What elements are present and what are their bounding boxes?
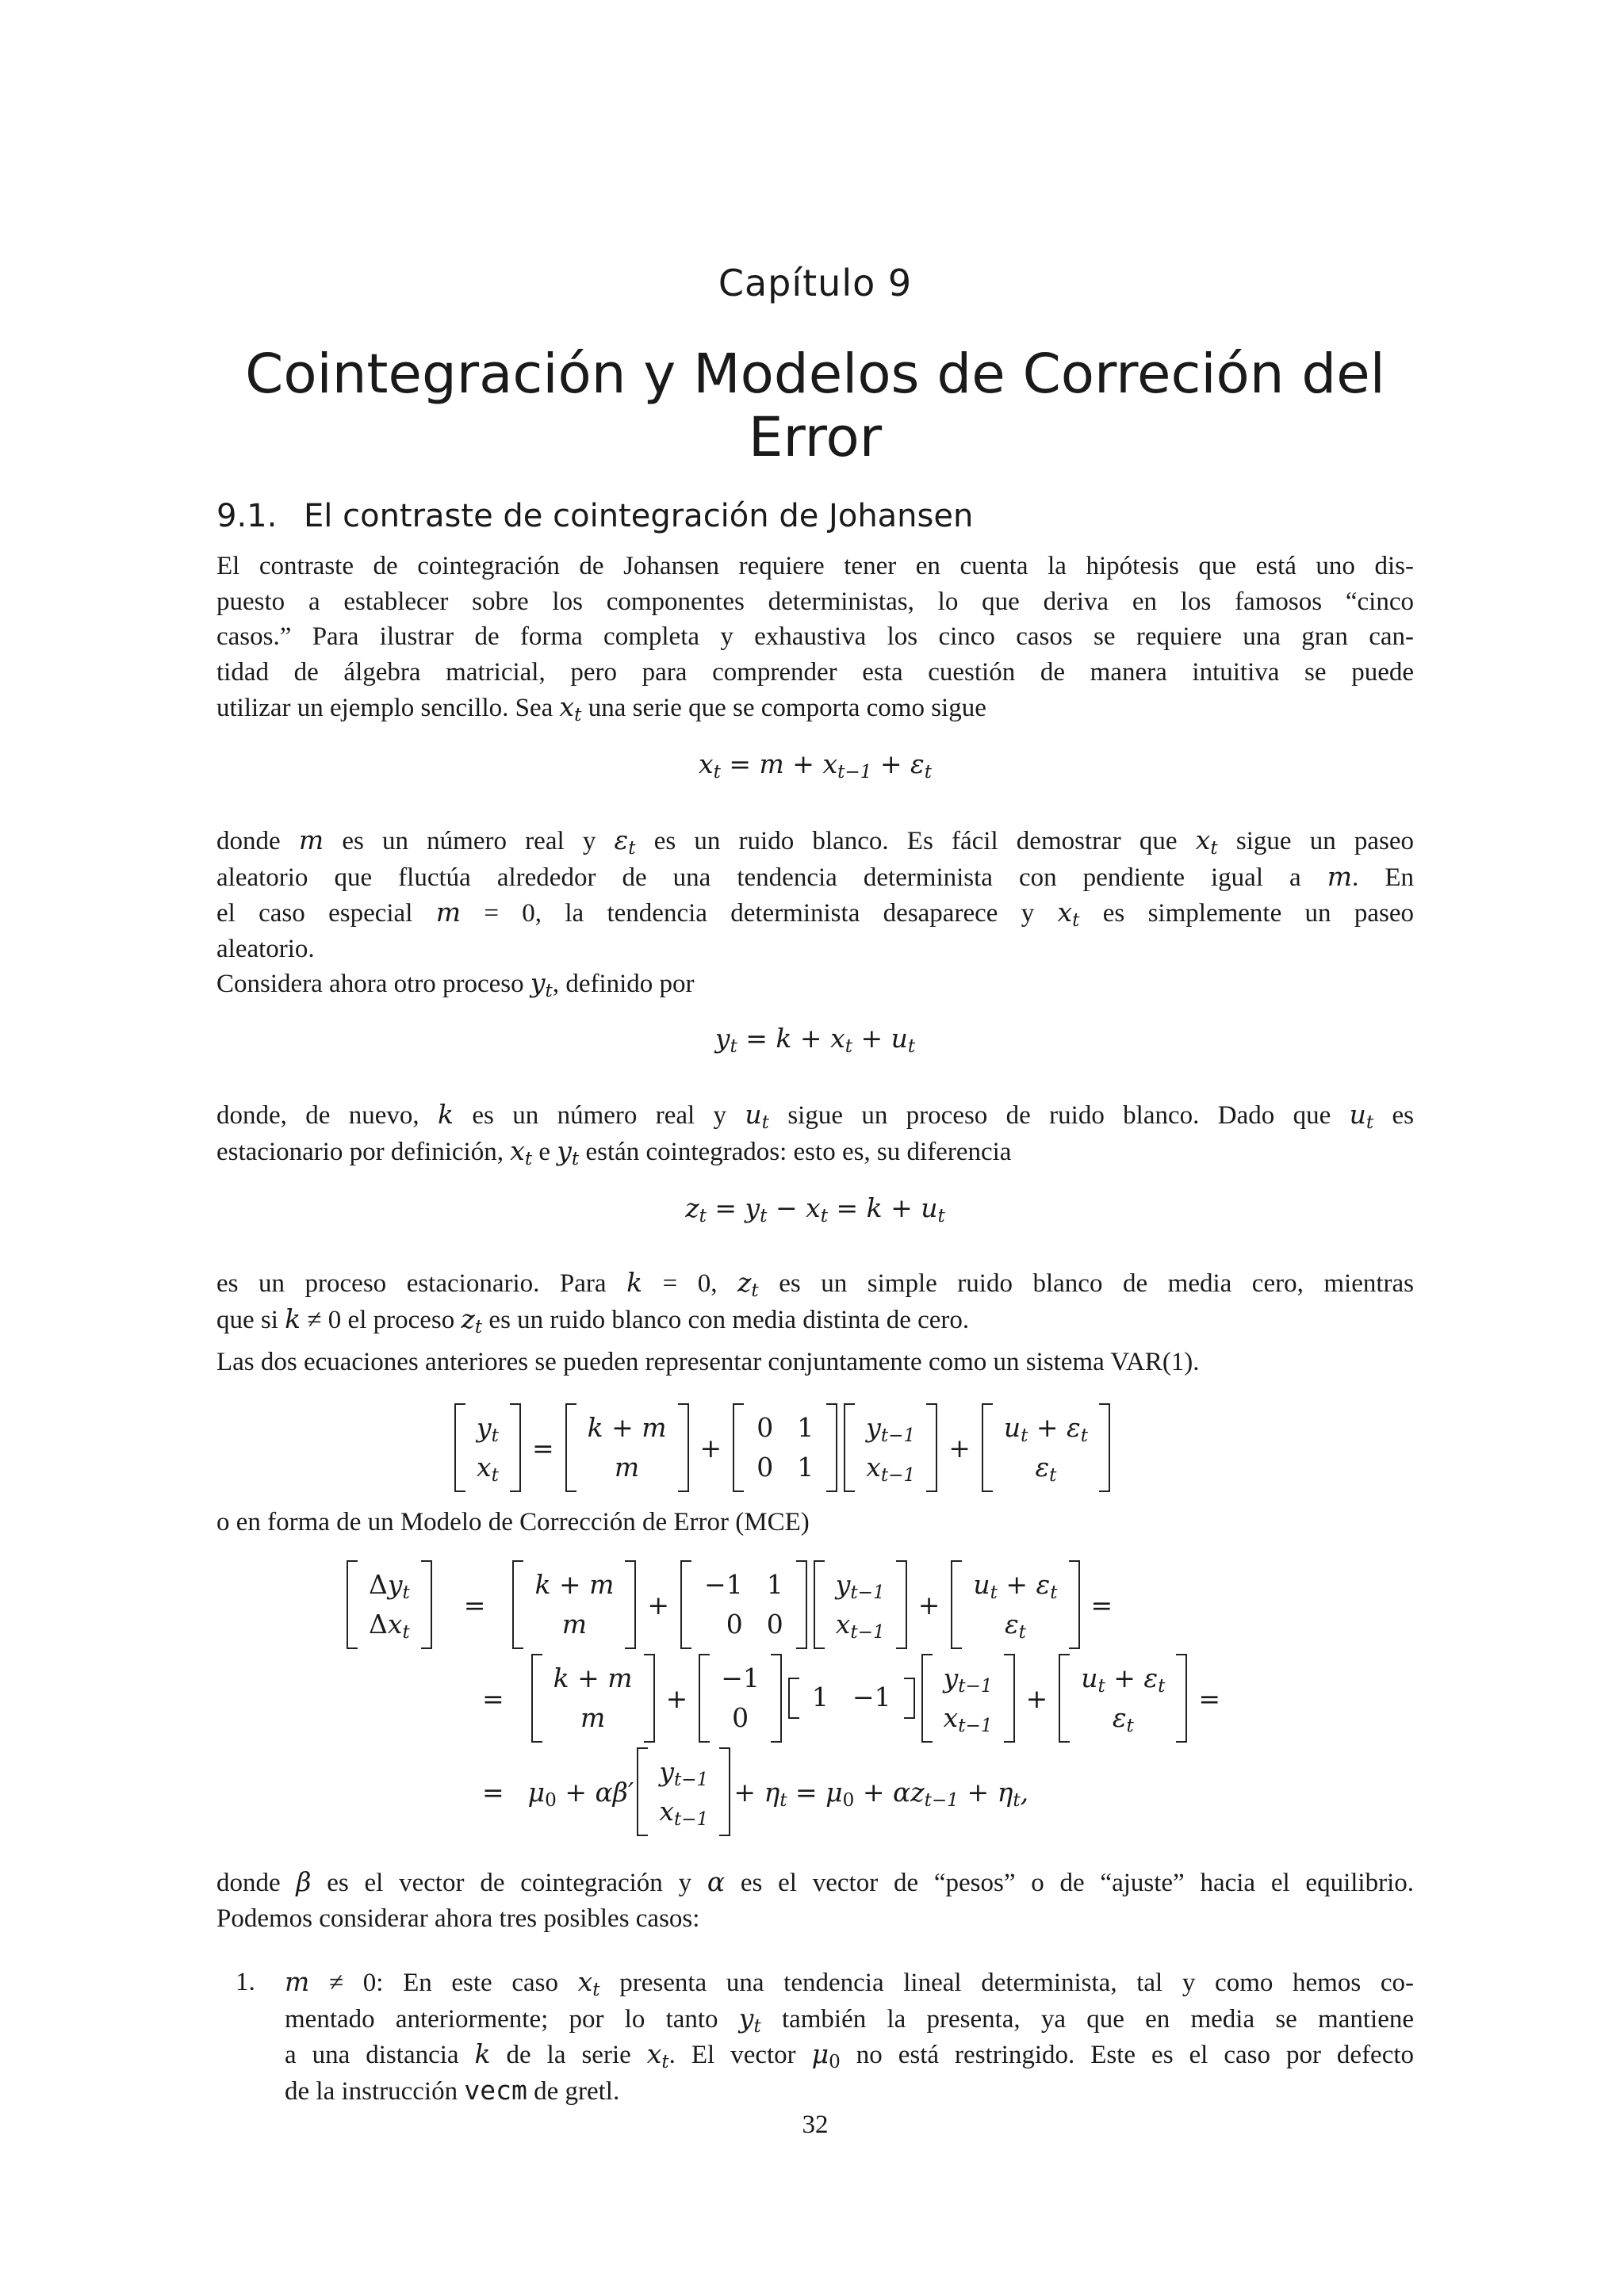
paragraph-line: o en forma de un Modelo de Corrección de Error (MCE): [216, 1508, 810, 1536]
page-number: 32: [802, 2110, 829, 2139]
paragraph-line: que si k ≠ 0 el proceso $z_t$ es un ruido blanco con media distinta de cero.: [216, 1303, 970, 1337]
equation-random-walk: $x_t = m + x_{t-1} + \varepsilon_t$: [698, 748, 933, 783]
paragraph-line: donde m es un número real y $\varepsilon_t$ es un ruido blanco. Es fácil demostrar que $x_t$ sigue un paseo: [216, 825, 1415, 859]
paragraph-line: m ≠ 0: En este caso $x_t$ presenta una tendencia lineal determinista, tal y como hemos co-: [285, 1966, 1414, 2000]
paragraph-line: donde, de nuevo, k es un número real y $u_t$ sigue un proceso de ruido blanco. Dado que $u_t$ es: [216, 1099, 1414, 1133]
paragraph-1: [216, 549, 1414, 726]
section-number: 9.1.: [216, 498, 278, 534]
paragraph-line: Podemos considerar ahora tres posibles casos:: [216, 1904, 700, 1933]
list-marker: 1.: [236, 1968, 255, 1996]
paragraph-line: mentado anteriormente; por lo tanto $y_t$ también la presenta, ya que en media se mantiene: [285, 2002, 1414, 2037]
equation-z: $z_t = y_t - x_t = k + u_t$: [685, 1192, 945, 1226]
paragraph-line: puesto a establecer sobre los componentes deterministas, lo que deriva en los famosos “cinco: [216, 587, 1414, 616]
equation-mce-line-3: = $\mu_0 + \alpha\beta'$ $y_{t-1}$ $x_{t-1}$ + $\eta_t = \mu_0 + \alpha z_{t-1} + \eta_t$,: [482, 1747, 1028, 1836]
paragraph-line: Considera ahora otro proceso $y_t$, definido por: [216, 967, 695, 1001]
paragraph-line: utilizar un ejemplo sencillo. Sea $x_t$ una serie que se comporta como sigue: [216, 691, 986, 725]
paragraph-7: [216, 1505, 1414, 1540]
code-vecm: vecm: [464, 2074, 527, 2106]
document-page: [216, 0, 1414, 2296]
paragraph-line: casos.” Para ilustrar de forma completa y exhaustiva los cinco casos se requiere una gran can-: [216, 622, 1414, 651]
chapter-label: Capítulo 9: [718, 262, 913, 304]
paragraph-line: donde β es el vector de cointegración y α es el vector de “pesos” o de “ajuste” hacia el equilibrio.: [216, 1866, 1414, 1897]
section-title: El contraste de cointegración de Johansen: [304, 498, 974, 534]
equation-mce-line-1: $\Delta y_t$ $\Delta x_t$ = k + m m + −1 1 0 0 $y_{t-1}$ $x_{t-1}$ + $u_t + \varepsilon_t$ $\varepsilon_t$ =: [343, 1560, 1120, 1649]
paragraph-line: Las dos ecuaciones anteriores se pueden representar conjuntamente como un sistema VAR(1).: [216, 1348, 1200, 1376]
paragraph-4: [216, 1097, 1414, 1169]
paragraph-6: [216, 1345, 1414, 1380]
paragraph-5: [216, 1265, 1414, 1337]
paragraph-line: tidad de álgebra matricial, pero para comprender esta cuestión de manera intuitiva se puede: [216, 657, 1414, 687]
paragraph-2: [216, 823, 1414, 966]
list-item-body: [285, 1965, 1414, 2109]
equation-mce-line-2: = k + m m + −1 0 1 −1 $y_{t-1}$ $x_{t-1}$ + $u_t + \varepsilon_t$ $\varepsilon_t$ =: [482, 1654, 1228, 1743]
paragraph-line: aleatorio que fluctúa alrededor de una tendencia determinista con pendiente igual a m. En: [216, 860, 1414, 892]
paragraph-line: de la instrucción vecm de gretl.: [285, 2074, 620, 2106]
paragraph-line: el caso especial m = 0, la tendencia determinista desaparece y $x_t$ es simplemente un paseo: [216, 897, 1415, 931]
paragraph-3: [216, 966, 1414, 1002]
paragraph-line: estacionario por definición, $x_t$ e $y_t$ están cointegrados: esto es, su diferencia: [216, 1135, 1012, 1169]
section-heading: [216, 498, 973, 534]
equation-y: $y_t = k + x_t + u_t$: [714, 1023, 916, 1057]
paragraph-line: es un proceso estacionario. Para k = 0, $z_t$ es un simple ruido blanco de media cero, mientras: [216, 1267, 1415, 1301]
paragraph-line: El contraste de cointegración de Johansen requiere tener en cuenta la hipótesis que está uno dis-: [216, 552, 1414, 580]
paragraph-8: [216, 1865, 1414, 1936]
equation-var1: $y_t$ $x_t$ = k + m m + 0 1 0 1 $y_{t-1}$ $x_{t-1}$ + $u_t + \varepsilon_t$ $\varepsilon_t$: [451, 1403, 1113, 1492]
paragraph-line: a una distancia k de la serie $x_t$. El vector $\mu_0$ no está restringido. Este es el caso por defecto: [285, 2038, 1415, 2072]
chapter-title: Cointegración y Modelos de Correción del Error: [245, 342, 1385, 469]
paragraph-line: aleatorio.: [216, 934, 315, 963]
